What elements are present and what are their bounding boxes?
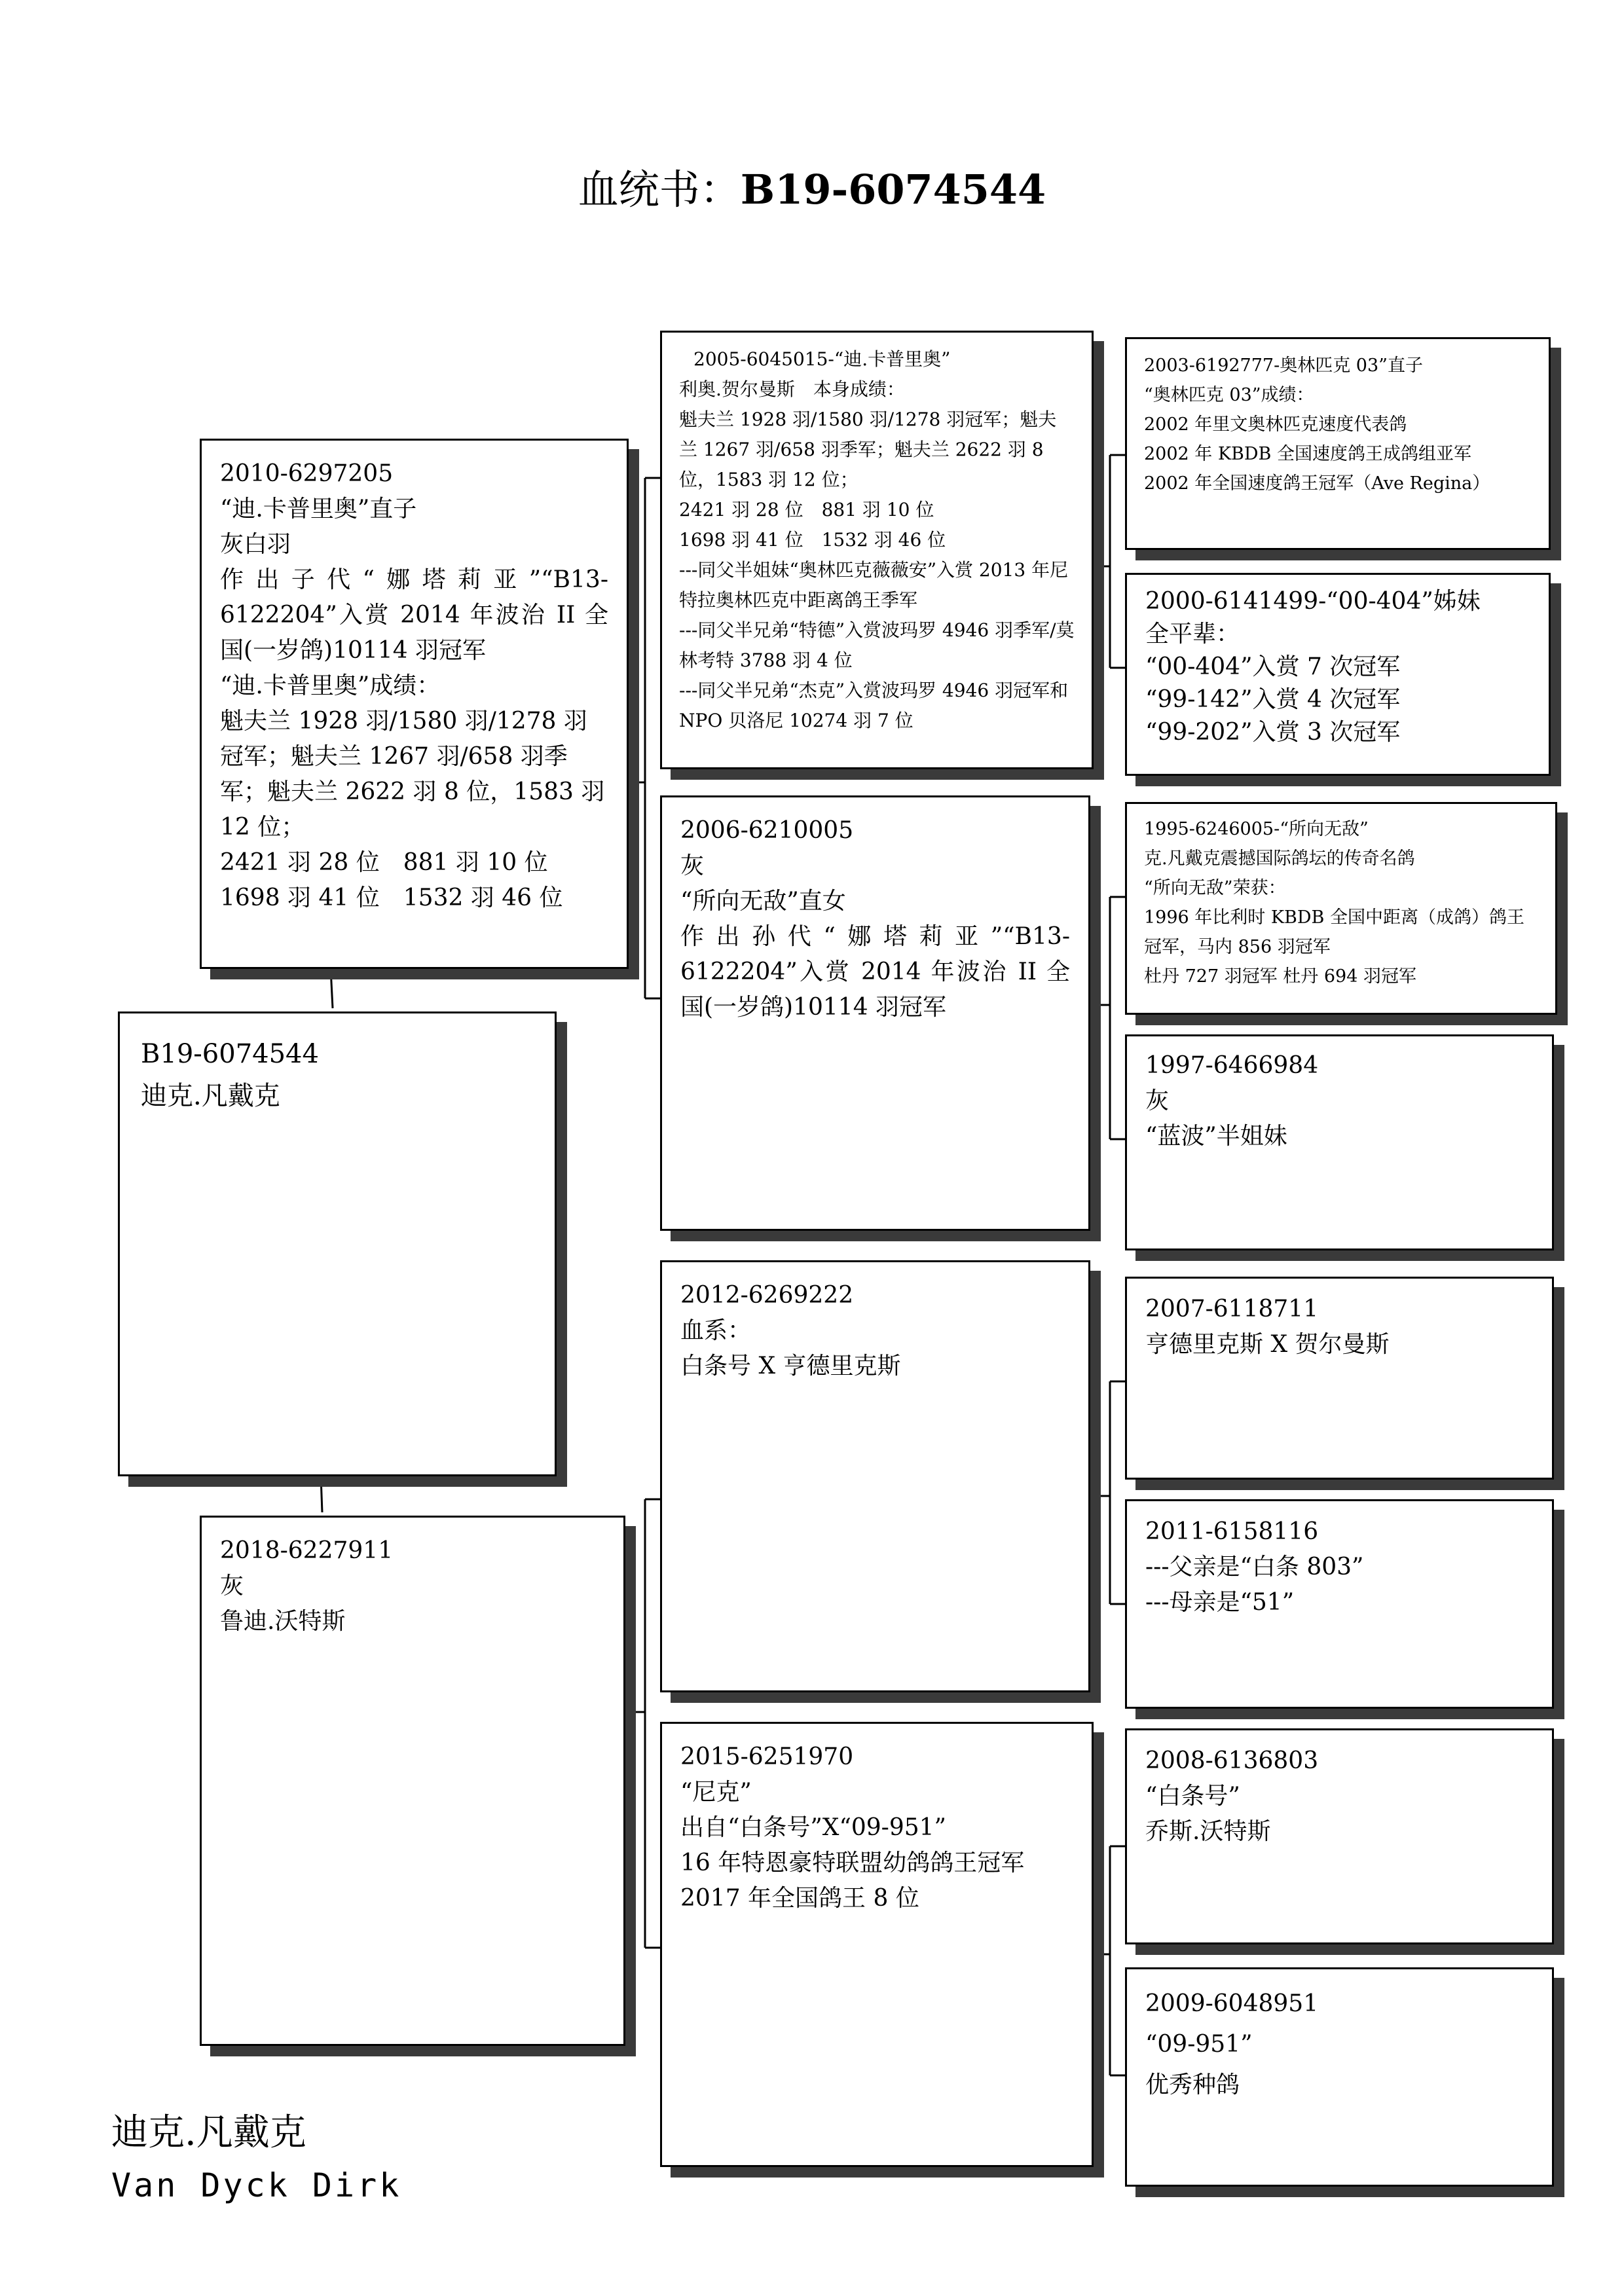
ds-dam-line: ---父亲是“白条 803” <box>1145 1554 1364 1580</box>
dd-sire-line: “白条号” <box>1145 1783 1240 1810</box>
sire-line: 灰白羽 <box>220 531 291 558</box>
ss-sire-card <box>1125 337 1551 550</box>
ss-sire-line: 2002 年全国速度鸽王冠军（Ave Regina） <box>1144 473 1490 494</box>
dam-dam-line: “尼克” <box>680 1779 752 1806</box>
sd-sire-line: 1996 年比利时 KBDB 全国中距离（成鸽）鸽王冠军，马内 856 羽冠军 <box>1144 907 1524 957</box>
sire-line: 1698 羽 41 位 1532 羽 46 位 <box>220 884 563 911</box>
sd-sire-line: 杜丹 727 羽冠军 杜丹 694 羽冠军 <box>1144 966 1416 987</box>
sire-dam-card <box>660 795 1090 1231</box>
subject-name: 迪克.凡戴克 <box>141 1081 280 1111</box>
ss-dam-line: “99-202”入赏 3 次冠军 <box>1145 719 1401 746</box>
sire-sire-line: ---同父半兄弟“特德”入赏波玛罗 4946 羽季军/莫林考特 3788 羽 4 位 <box>679 619 1075 671</box>
sd-sire-line: 1995-6246005-“所向无敌” <box>1144 819 1369 839</box>
ds-dam-line: ---母亲是“51” <box>1145 1589 1295 1616</box>
ss-sire-line: 2002 年里文奥林匹克速度代表鸽 <box>1144 414 1407 435</box>
ds-dam-card <box>1125 1499 1554 1709</box>
sire-line: 2421 羽 28 位 881 羽 10 位 <box>220 849 548 876</box>
ds-dam-line: 2011-6158116 <box>1145 1518 1319 1545</box>
breeder-name-cn: 迪克.凡戴克 <box>111 2111 306 2154</box>
sire-sire-line: 2421 羽 28 位 881 羽 10 位 <box>679 499 934 520</box>
sire-line: “迪.卡普里奥”直子 <box>220 496 417 522</box>
dam-dam-card <box>660 1722 1094 2167</box>
dam-sire-line: 白条号 X 亨德里克斯 <box>680 1353 901 1379</box>
sire-dam-line: 灰 <box>680 852 705 879</box>
ss-dam-line: 2000-6141499-“00-404”姊妹 <box>1145 588 1481 615</box>
dam-line: 2018-6227911 <box>220 1537 394 1564</box>
dam-line: 鲁迪.沃特斯 <box>220 1608 346 1635</box>
dd-dam-line: 优秀种鸽 <box>1145 2071 1240 2098</box>
sd-dam-line: 1997-6466984 <box>1145 1052 1319 1079</box>
sire-line: 魁夫兰 1928 羽/1580 羽/1278 羽冠军；魁夫兰 1267 羽/658 羽季军；魁夫兰 2622 羽 8 位，1583 羽 12 位； <box>220 708 612 841</box>
title-prefix: 血统书： <box>578 166 741 213</box>
sire-dam-line: 2006-6210005 <box>680 817 854 844</box>
subject-card <box>118 1011 557 1476</box>
sd-sire-line: 克.凡戴克震撼国际鸽坛的传奇名鸽 <box>1144 848 1415 869</box>
breeder-signature <box>111 2107 401 2212</box>
ds-sire-line: 2007-6118711 <box>1145 1296 1319 1322</box>
ss-sire-line: “奥林匹克 03”成绩： <box>1144 385 1314 405</box>
ss-dam-line: 全平辈： <box>1145 621 1240 647</box>
sire-sire-line: 利奥.贺尔曼斯 本身成绩： <box>679 378 905 400</box>
sire-dam-line: 作出孙代“娜塔莉亚”“B13-6122204”入赏 2014 年波治 II 全国(一岁鸽)10114 羽冠军 <box>680 923 1070 1021</box>
sire-sire-line: ---同父半兄弟“杰克”入赏波玛罗 4946 羽冠军和 NPO 贝洛尼 10274 羽 7 位 <box>679 680 1074 731</box>
sire-sire-line: 1698 羽 41 位 1532 羽 46 位 <box>679 529 946 551</box>
dam-dam-line: 2015-6251970 <box>680 1743 854 1770</box>
sd-sire-card <box>1125 802 1557 1015</box>
dd-sire-card <box>1125 1728 1554 1944</box>
ss-dam-card <box>1125 573 1551 776</box>
dam-sire-line: 血系： <box>680 1317 752 1344</box>
dd-dam-line: “09-951” <box>1145 2031 1253 2058</box>
dd-dam-card <box>1125 1967 1554 2187</box>
breeder-name-en: Van Dyck Dirk <box>111 2166 402 2204</box>
sire-line: “迪.卡普里奥”成绩： <box>220 672 441 699</box>
title-ring-number: B19-6074544 <box>740 166 1046 213</box>
sire-sire-line: ---同父半姐妹“奥林匹克薇薇安”入赏 2013 年尼特拉奥林匹克中距离鸽王季军 <box>679 559 1069 611</box>
sire-line: 作出子代“娜塔莉亚”“B13-6122204”入赏 2014 年波治 II 全国(一岁鸽)10114 羽冠军 <box>220 566 608 664</box>
dam-dam-line: 16 年特恩豪特联盟幼鸽鸽王冠军 <box>680 1850 1025 1876</box>
sire-sire-line: 魁夫兰 1928 羽/1580 羽/1278 羽冠军；魁夫兰 1267 羽/658 羽季军；魁夫兰 2622 羽 8 位，1583 羽 12 位； <box>679 409 1057 490</box>
dam-dam-line: 2017 年全国鸽王 8 位 <box>680 1885 919 1912</box>
sire-line: 2010-6297205 <box>220 460 394 487</box>
sire-sire-line: 2005-6045015-“迪.卡普里奥” <box>693 348 951 370</box>
ss-sire-line: 2002 年 KBDB 全国速度鸽王成鸽组亚军 <box>1144 444 1471 464</box>
sd-dam-card <box>1125 1034 1554 1250</box>
sire-sire-card <box>660 331 1094 769</box>
dam-sire-card <box>660 1260 1090 1692</box>
sire-card <box>200 439 629 969</box>
dam-sire-line: 2012-6269222 <box>680 1282 854 1309</box>
dd-dam-line: 2009-6048951 <box>1145 1990 1319 2017</box>
dam-line: 灰 <box>220 1573 244 1599</box>
ss-dam-line: “00-404”入赏 7 次冠军 <box>1145 653 1401 680</box>
dam-card <box>200 1516 625 2046</box>
subject-ring-number: B19-6074544 <box>141 1039 319 1069</box>
ss-sire-line: 2003-6192777-奥林匹克 03”直子 <box>1144 355 1423 376</box>
ds-sire-line: 亨德里克斯 X 贺尔曼斯 <box>1145 1331 1390 1358</box>
sd-dam-line: 灰 <box>1145 1087 1170 1114</box>
dam-dam-line: 出自“白条号”X“09-951” <box>680 1814 946 1841</box>
ss-dam-line: “99-142”入赏 4 次冠军 <box>1145 686 1401 713</box>
ds-sire-card <box>1125 1277 1554 1480</box>
sire-dam-line: “所向无敌”直女 <box>680 888 846 915</box>
sd-sire-line: “所向无敌”荣获： <box>1144 878 1286 898</box>
dd-sire-line: 2008-6136803 <box>1145 1747 1319 1774</box>
sd-dam-line: “蓝波”半姐妹 <box>1145 1123 1287 1150</box>
dd-sire-line: 乔斯.沃特斯 <box>1145 1818 1271 1845</box>
